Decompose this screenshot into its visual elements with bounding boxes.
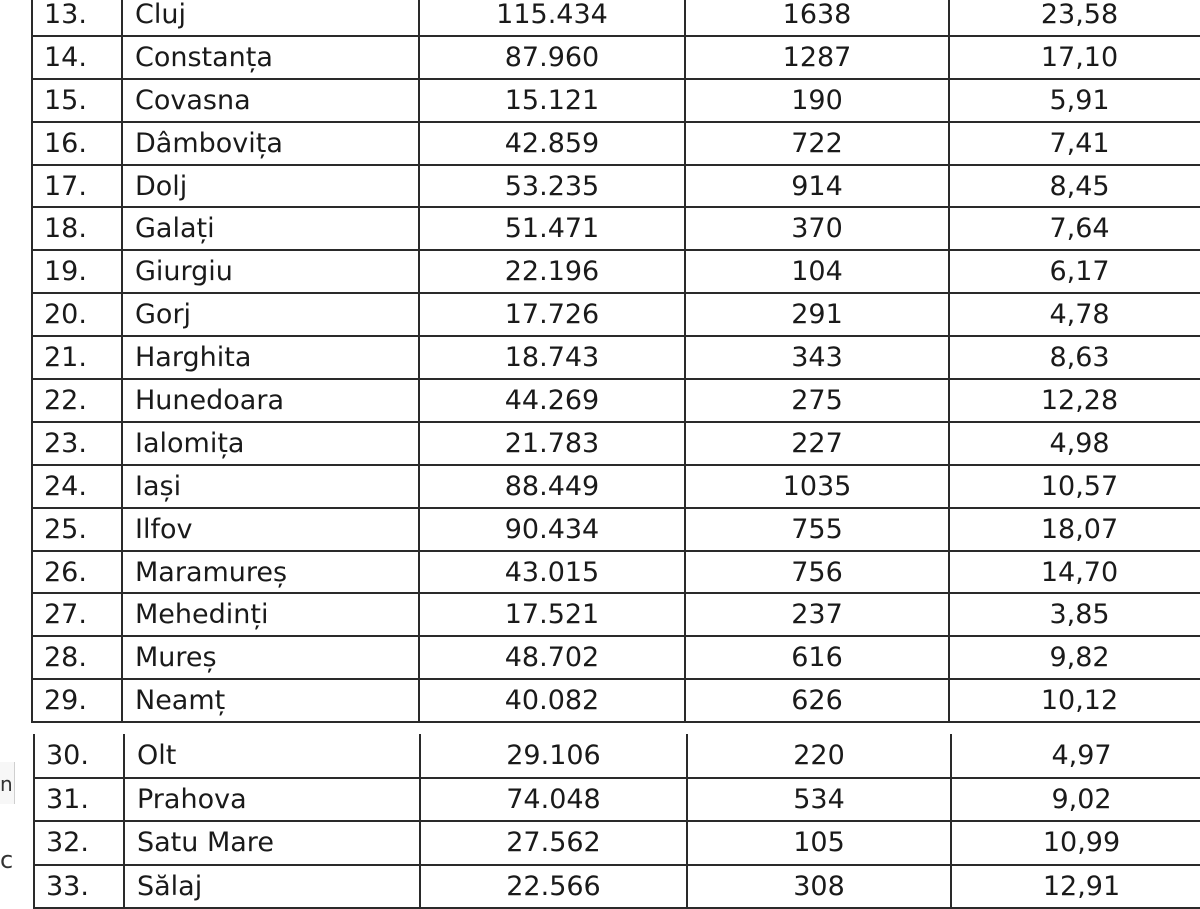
county-name-cell: Mureș: [122, 636, 419, 679]
county-name-cell: Hunedoara: [122, 379, 419, 422]
county-name-cell: Sălaj: [124, 865, 420, 909]
row-number-cell: 26.: [32, 551, 122, 594]
table-row: [32, 593, 1200, 636]
value-cell-col5: 18,07: [949, 508, 1200, 551]
value-cell-col3: 27.562: [420, 821, 687, 865]
row-number-cell: 22.: [32, 379, 122, 422]
value-cell-col4: 104: [685, 250, 949, 293]
table-row: [34, 865, 1200, 909]
table-row: [32, 79, 1200, 122]
row-number-cell: 14.: [32, 36, 122, 79]
value-cell-col5: 4,97: [951, 734, 1200, 778]
value-cell-col5: 4,98: [949, 422, 1200, 465]
row-number-cell: 21.: [32, 336, 122, 379]
value-cell-col5: 10,12: [949, 679, 1200, 722]
county-table-lower-body: [34, 734, 1200, 908]
value-cell-col5: 10,57: [949, 465, 1200, 508]
table-row: [32, 36, 1200, 79]
value-cell-col4: 370: [685, 207, 949, 250]
county-name-cell: Constanța: [122, 36, 419, 79]
value-cell-col4: 722: [685, 122, 949, 165]
value-cell-col5: 17,10: [949, 36, 1200, 79]
row-number-cell: 31.: [34, 778, 124, 822]
value-cell-col3: 15.121: [419, 79, 685, 122]
value-cell-col4: 190: [685, 79, 949, 122]
value-cell-col3: 44.269: [419, 379, 685, 422]
value-cell-col4: 237: [685, 593, 949, 636]
value-cell-col3: 29.106: [420, 734, 687, 778]
value-cell-col5: 3,85: [949, 593, 1200, 636]
table-row: [32, 0, 1200, 36]
row-number-cell: 25.: [32, 508, 122, 551]
row-number-cell: 17.: [32, 165, 122, 208]
county-name-cell: Cluj: [122, 0, 419, 36]
row-number-cell: 24.: [32, 465, 122, 508]
value-cell-col3: 115.434: [419, 0, 685, 36]
value-cell-col3: 48.702: [419, 636, 685, 679]
value-cell-col4: 220: [687, 734, 951, 778]
value-cell-col4: 914: [685, 165, 949, 208]
value-cell-col3: 21.783: [419, 422, 685, 465]
value-cell-col5: 10,99: [951, 821, 1200, 865]
value-cell-col4: 756: [685, 551, 949, 594]
row-number-cell: 33.: [34, 865, 124, 909]
value-cell-col3: 17.726: [419, 293, 685, 336]
background-text-fragment: n: [0, 772, 13, 796]
table-row: [34, 821, 1200, 865]
table-row: [32, 465, 1200, 508]
row-number-cell: 19.: [32, 250, 122, 293]
row-number-cell: 18.: [32, 207, 122, 250]
value-cell-col3: 40.082: [419, 679, 685, 722]
value-cell-col4: 534: [687, 778, 951, 822]
value-cell-col5: 9,02: [951, 778, 1200, 822]
value-cell-col3: 17.521: [419, 593, 685, 636]
row-number-cell: 16.: [32, 122, 122, 165]
value-cell-col3: 87.960: [419, 36, 685, 79]
table-row: [32, 508, 1200, 551]
county-name-cell: Neamț: [122, 679, 419, 722]
table-row: [32, 379, 1200, 422]
county-name-cell: Ialomița: [122, 422, 419, 465]
table-row: [32, 122, 1200, 165]
value-cell-col4: 626: [685, 679, 949, 722]
value-cell-col5: 23,58: [949, 0, 1200, 36]
value-cell-col4: 1035: [685, 465, 949, 508]
value-cell-col4: 1638: [685, 0, 949, 36]
value-cell-col4: 275: [685, 379, 949, 422]
background-text-fragment: c: [0, 846, 14, 874]
value-cell-col3: 43.015: [419, 551, 685, 594]
table-row: [32, 679, 1200, 722]
county-table-upper-body: [32, 0, 1200, 722]
value-cell-col4: 308: [687, 865, 951, 909]
value-cell-col5: 7,41: [949, 122, 1200, 165]
county-name-cell: Olt: [124, 734, 420, 778]
value-cell-col3: 22.196: [419, 250, 685, 293]
county-name-cell: Iași: [122, 465, 419, 508]
table-row: [34, 734, 1200, 778]
value-cell-col5: 12,91: [951, 865, 1200, 909]
county-name-cell: Galați: [122, 207, 419, 250]
value-cell-col5: 14,70: [949, 551, 1200, 594]
county-table-lower: [33, 734, 1200, 909]
row-number-cell: 27.: [32, 593, 122, 636]
county-table-upper: [31, 0, 1200, 723]
county-name-cell: Giurgiu: [122, 250, 419, 293]
row-number-cell: 13.: [32, 0, 122, 36]
value-cell-col3: 22.566: [420, 865, 687, 909]
value-cell-col5: 8,45: [949, 165, 1200, 208]
county-name-cell: Harghita: [122, 336, 419, 379]
table-row: [32, 636, 1200, 679]
row-number-cell: 29.: [32, 679, 122, 722]
table-row: [32, 551, 1200, 594]
value-cell-col3: 88.449: [419, 465, 685, 508]
table-row: [32, 250, 1200, 293]
value-cell-col5: 6,17: [949, 250, 1200, 293]
value-cell-col3: 74.048: [420, 778, 687, 822]
county-name-cell: Covasna: [122, 79, 419, 122]
value-cell-col3: 90.434: [419, 508, 685, 551]
county-name-cell: Mehedinți: [122, 593, 419, 636]
row-number-cell: 20.: [32, 293, 122, 336]
row-number-cell: 15.: [32, 79, 122, 122]
county-name-cell: Maramureș: [122, 551, 419, 594]
table-row: [32, 422, 1200, 465]
county-name-cell: Dolj: [122, 165, 419, 208]
value-cell-col5: 4,78: [949, 293, 1200, 336]
value-cell-col4: 227: [685, 422, 949, 465]
value-cell-col5: 8,63: [949, 336, 1200, 379]
table-row: [32, 336, 1200, 379]
value-cell-col3: 18.743: [419, 336, 685, 379]
value-cell-col5: 9,82: [949, 636, 1200, 679]
value-cell-col4: 616: [685, 636, 949, 679]
row-number-cell: 30.: [34, 734, 124, 778]
table-row: [32, 165, 1200, 208]
value-cell-col5: 7,64: [949, 207, 1200, 250]
value-cell-col5: 5,91: [949, 79, 1200, 122]
table-row: [32, 293, 1200, 336]
table-row: [34, 778, 1200, 822]
value-cell-col5: 12,28: [949, 379, 1200, 422]
county-name-cell: Prahova: [124, 778, 420, 822]
row-number-cell: 28.: [32, 636, 122, 679]
value-cell-col3: 42.859: [419, 122, 685, 165]
value-cell-col4: 291: [685, 293, 949, 336]
value-cell-col4: 343: [685, 336, 949, 379]
row-number-cell: 32.: [34, 821, 124, 865]
county-name-cell: Gorj: [122, 293, 419, 336]
county-name-cell: Satu Mare: [124, 821, 420, 865]
value-cell-col3: 53.235: [419, 165, 685, 208]
county-name-cell: Dâmbovița: [122, 122, 419, 165]
table-row: [32, 207, 1200, 250]
value-cell-col4: 1287: [685, 36, 949, 79]
county-name-cell: Ilfov: [122, 508, 419, 551]
value-cell-col4: 755: [685, 508, 949, 551]
row-number-cell: 23.: [32, 422, 122, 465]
value-cell-col4: 105: [687, 821, 951, 865]
value-cell-col3: 51.471: [419, 207, 685, 250]
